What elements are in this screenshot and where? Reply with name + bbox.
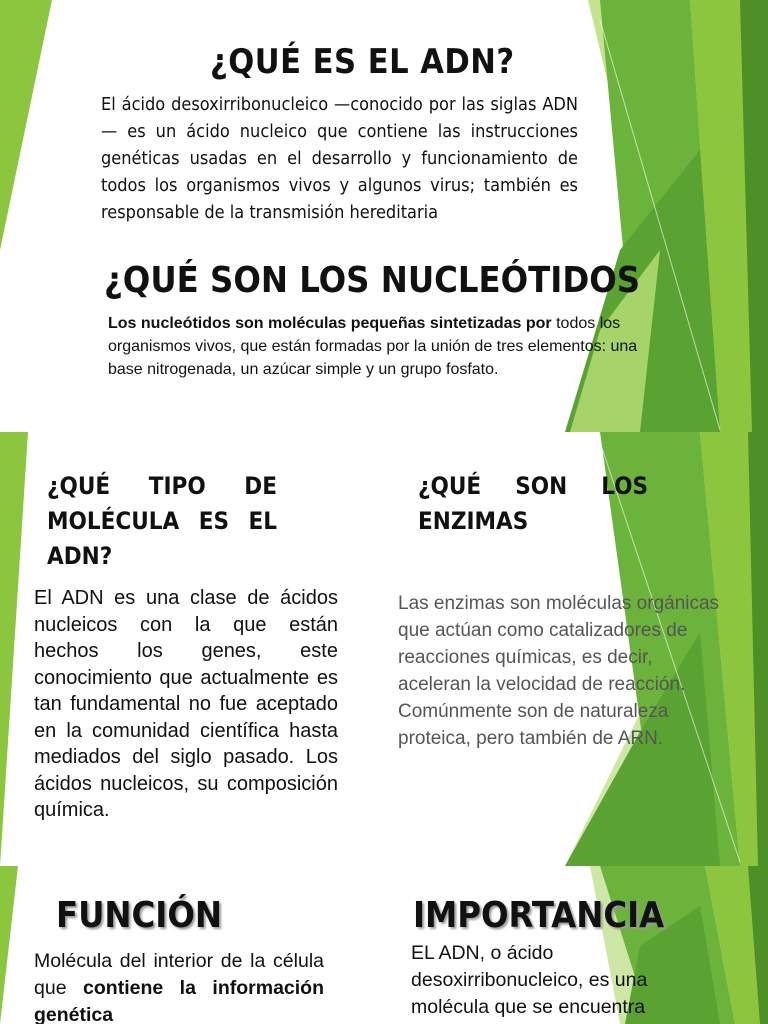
funcion-paragraph — [34, 948, 324, 1024]
nucleotidos-rest: todos los organismos vivos, que están formadas por la unión de tres elementos: una base nitrogenada, un azúcar simple y un grupo fosfato. — [108, 315, 638, 378]
adn-definition-paragraph: El ácido desoxirribonucleico —conocido por las siglas ADN— es un ácido nucleico que contiene las instrucciones genéticas usadas en el desarrollo y funcionamiento de todos los organismos vivos y algunos virus; también es responsable de la transmisión hereditaria — [101, 94, 578, 223]
nucleotidos-paragraph — [108, 312, 638, 381]
slide-1 — [0, 0, 768, 432]
title-importancia: IMPORTANCIA — [413, 895, 665, 936]
tipo-molecula-paragraph: El ADN es una clase de ácidos nucleicos con la que están hechos los genes, este conocimiento que actualmente es tan fundamental no fue aceptado en la comunidad científica hasta mediados del siglo pasado. Los ácidos nucleicos, su composición química. — [34, 587, 338, 821]
title-enzimas: ¿QUÉ SON LOS ENZIMAS — [418, 472, 648, 535]
importancia-paragraph: EL ADN, o ácido desoxirribonucleico, es una molécula que se encuentra — [411, 942, 648, 1018]
slide-2 — [0, 432, 768, 866]
funcion-bold-text: contiene la información genética — [34, 977, 325, 1024]
funcion-text: Molécula del interior de la célula que — [34, 950, 324, 999]
nucleotidos-bold-line: Los nucleótidos son moléculas pequeñas sintetizadas por — [108, 315, 552, 332]
slide-3 — [0, 866, 768, 1024]
title-que-es-adn: ¿QUÉ ES EL ADN? — [210, 42, 515, 82]
enzimas-paragraph: Las enzimas son moléculas orgánicas que actúan como catalizadores de reacciones químicas, es decir, aceleran la velocidad de reacción. Comúnmente son de naturaleza proteica, pero también de ARN. — [398, 593, 720, 749]
title-nucleotidos: ¿QUÉ SON LOS NUCLEÓTIDOS — [104, 260, 641, 301]
title-funcion: FUNCIÓN — [56, 895, 222, 936]
title-tipo-molecula: ¿QUÉ TIPO DE MOLÉCULA ES EL ADN? — [47, 472, 277, 570]
